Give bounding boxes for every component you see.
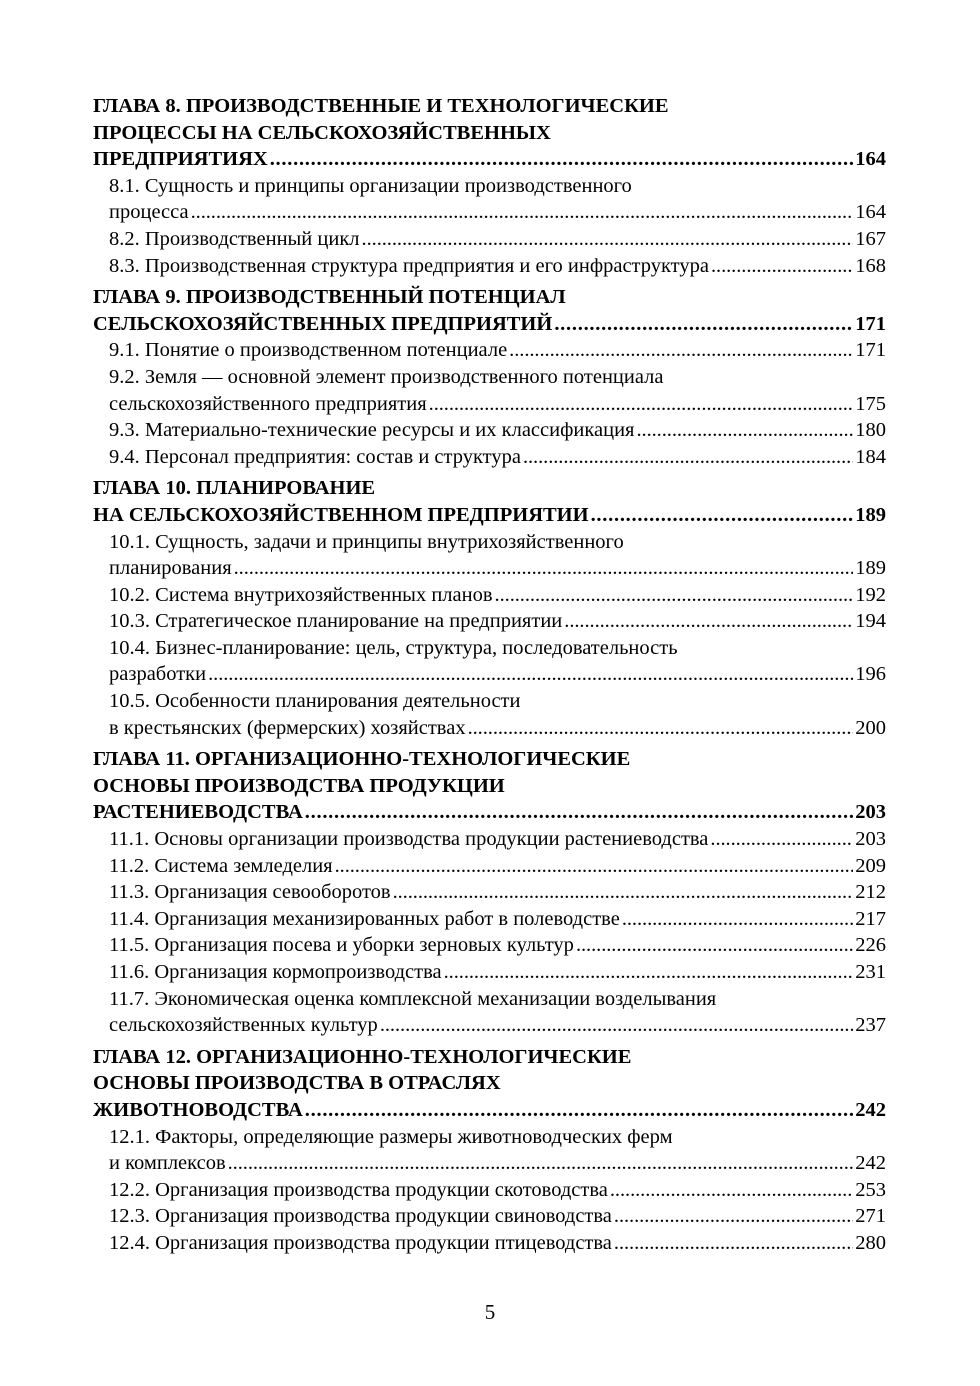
entry-line: 11.7. Экономическая оценка комплексной механизации возделывания — [109, 987, 717, 1010]
entry-line — [109, 337, 886, 364]
dot-leader — [442, 959, 854, 986]
chapter-title-line: ОСНОВЫ ПРОИЗВОДСТВА ПРОДУКЦИИ — [93, 774, 505, 797]
dot-leader — [378, 1012, 853, 1039]
entry-line — [109, 1012, 886, 1039]
toc-entry — [93, 879, 886, 906]
entry-line-text: 8.2. Производственный цикл — [109, 227, 360, 250]
toc-entry — [93, 226, 886, 253]
page-ref: 200 — [855, 716, 886, 739]
page-ref: 253 — [855, 1178, 886, 1201]
chapter-title-line: ОСНОВЫ ПРОИЗВОДСТВА В ОТРАСЛЯХ — [93, 1072, 501, 1095]
toc-chapter — [93, 746, 886, 1039]
page-ref: 164 — [855, 201, 886, 224]
dot-leader — [708, 826, 853, 853]
dot-leader — [608, 1177, 853, 1204]
toc-entry — [93, 688, 886, 741]
entry-line: 10.5. Особенности планирования деятельности — [109, 690, 521, 713]
toc-chapter — [93, 93, 886, 279]
entry-line — [109, 555, 886, 582]
page-ref: 203 — [855, 828, 886, 851]
entry-line — [109, 226, 886, 253]
dot-leader — [226, 1150, 854, 1177]
entry-line-text: сельскохозяйственных культур — [109, 1014, 378, 1037]
table-of-contents — [93, 93, 886, 1257]
dot-leader — [206, 661, 853, 688]
page-ref: 226 — [855, 934, 886, 957]
toc-entry — [93, 253, 886, 280]
entry-line — [109, 417, 886, 444]
dot-leader — [589, 502, 854, 529]
entry-line-text: 12.3. Организация производства продукции свиноводства — [109, 1205, 612, 1228]
entry-line — [109, 253, 886, 280]
page-ref: 192 — [855, 583, 886, 606]
entry-line-text: и комплексов — [109, 1152, 226, 1175]
chapter-title-line — [93, 799, 886, 826]
entry-line-text: 11.6. Организация кормопроизводства — [109, 961, 442, 983]
entry-line — [109, 906, 886, 933]
dot-leader — [493, 582, 854, 609]
dot-leader — [552, 311, 853, 338]
chapter-title-line: ПРОЦЕССЫ НА СЕЛЬСКОХОЗЯЙСТВЕННЫХ — [93, 121, 551, 144]
page-ref: 280 — [855, 1231, 886, 1254]
entry-line-text: 11.1. Основы организации производства продукции растениеводства — [109, 828, 709, 851]
dot-leader — [620, 906, 853, 933]
entry-line-text: планирования — [109, 557, 232, 580]
entry-line-text: 11.5. Организация посева и уборки зерновых культур — [109, 934, 574, 957]
toc-chapter — [93, 1044, 886, 1257]
dot-leader — [466, 715, 854, 742]
entry-line-text: 11.4. Организация механизированных работ в полеводстве — [109, 907, 620, 930]
chapter-title-line-text: НА СЕЛЬСКОХОЗЯЙСТВЕННОМ ПРЕДПРИЯТИИ — [93, 503, 589, 526]
toc-chapter — [93, 475, 886, 741]
page-ref: 194 — [855, 610, 886, 633]
entry-line-text: в крестьянских (фермерских) хозяйствах — [109, 716, 466, 739]
entry-line-text: 9.3. Материально-технические ресурсы и их классификация — [109, 419, 635, 442]
page-ref: 196 — [855, 663, 886, 686]
entry-line-text: 12.2. Организация производства продукции скотоводства — [109, 1178, 608, 1201]
dot-leader — [521, 444, 853, 471]
toc-entry — [93, 1230, 886, 1257]
entry-line-text: 9.4. Персонал предприятия: состав и структура — [109, 445, 521, 468]
dot-leader — [709, 253, 853, 280]
page-ref: 237 — [855, 1014, 886, 1037]
entry-line — [109, 1150, 886, 1177]
entry-line-text: 11.3. Организация севооборотов — [109, 881, 391, 904]
entry-line — [109, 1203, 886, 1230]
chapter-title-line-text: ПРЕДПРИЯТИЯХ — [93, 148, 268, 171]
page-ref: 180 — [855, 419, 886, 442]
chapter-title-line — [93, 1097, 886, 1124]
chapter-title-line — [93, 502, 886, 529]
toc-entry — [93, 417, 886, 444]
chapter-title-line: ГЛАВА 11. ОРГАНИЗАЦИОННО-ТЕХНОЛОГИЧЕСКИЕ — [93, 748, 631, 771]
toc-entry — [93, 1203, 886, 1230]
chapter-title-line-text: РАСТЕНИЕВОДСТВА — [93, 801, 303, 824]
toc-entry — [93, 1124, 886, 1177]
page-ref: 168 — [855, 254, 886, 277]
toc-entry — [93, 337, 886, 364]
chapter-title-line: ГЛАВА 9. ПРОИЗВОДСТВЕННЫЙ ПОТЕНЦИАЛ — [93, 286, 566, 309]
dot-leader — [612, 1203, 853, 1230]
page-ref: 164 — [855, 148, 886, 171]
entry-line: 10.4. Бизнес-планирование: цель, структура, последовательность — [109, 636, 678, 659]
toc-entry — [93, 1177, 886, 1204]
dot-leader — [634, 417, 853, 444]
dot-leader — [360, 226, 854, 253]
chapter-title-line: ГЛАВА 10. ПЛАНИРОВАНИЕ — [93, 477, 376, 500]
toc-entry — [93, 932, 886, 959]
entry-line-text: 12.4. Организация производства продукции птицеводства — [109, 1231, 612, 1254]
entry-line — [109, 391, 886, 418]
entry-line — [109, 1230, 886, 1257]
chapter-title-line: ГЛАВА 8. ПРОИЗВОДСТВЕННЫЕ И ТЕХНОЛОГИЧЕСКИЕ — [93, 95, 669, 117]
entry-line — [109, 608, 886, 635]
toc-entry — [93, 444, 886, 471]
entry-line: 9.2. Земля — основной элемент производственного потенциала — [109, 365, 664, 388]
entry-line-text: разработки — [109, 663, 207, 686]
page-ref: 212 — [855, 881, 886, 904]
chapter-title-line — [93, 146, 886, 173]
page-ref: 242 — [855, 1152, 886, 1175]
dot-leader — [427, 391, 854, 418]
page-ref: 189 — [855, 557, 886, 580]
dot-leader — [612, 1230, 853, 1257]
entry-line-text: 9.1. Понятие о производственном потенциале — [109, 339, 508, 362]
entry-line: 12.1. Факторы, определяющие размеры животноводческих ферм — [109, 1125, 673, 1148]
toc-entry — [93, 959, 886, 986]
toc-entry — [93, 173, 886, 226]
page-ref: 217 — [855, 907, 886, 930]
dot-leader — [268, 146, 854, 173]
entry-line: 10.1. Сущность, задачи и принципы внутрихозяйственного — [109, 530, 624, 553]
entry-line — [109, 959, 886, 986]
page-ref: 209 — [855, 854, 886, 877]
page-ref: 271 — [855, 1205, 886, 1228]
dot-leader — [507, 337, 853, 364]
entry-line — [109, 853, 886, 880]
page-ref: 171 — [855, 312, 886, 335]
entry-line — [109, 1177, 886, 1204]
toc-entry — [93, 986, 886, 1039]
dot-leader — [189, 199, 854, 226]
page-number: 5 — [484, 1300, 496, 1324]
entry-line — [109, 661, 886, 688]
page-ref: 171 — [855, 339, 886, 362]
toc-chapter — [93, 284, 886, 470]
page-ref: 242 — [855, 1098, 886, 1121]
entry-line-text: 10.2. Система внутрихозяйственных планов — [109, 583, 493, 606]
entry-line: 8.1. Сущность и принципы организации производственного — [109, 174, 632, 197]
toc-entry — [93, 853, 886, 880]
dot-leader — [391, 879, 854, 906]
entry-line — [109, 582, 886, 609]
chapter-title-line: ГЛАВА 12. ОРГАНИЗАЦИОННО-ТЕХНОЛОГИЧЕСКИЕ — [93, 1045, 632, 1068]
chapter-title-line-text: ЖИВОТНОВОДСТВА — [93, 1098, 303, 1121]
page-ref: 203 — [855, 801, 886, 824]
entry-line — [109, 826, 886, 853]
page-ref: 231 — [855, 961, 886, 983]
toc-entry — [93, 364, 886, 417]
entry-line-text: 10.3. Стратегическое планирование на предприятии — [109, 610, 563, 633]
dot-leader — [303, 1097, 853, 1124]
toc-entry — [93, 635, 886, 688]
entry-line-text: 8.3. Производственная структура предприятия и его инфраструктура — [109, 254, 709, 277]
page-ref: 184 — [855, 445, 886, 468]
entry-line — [109, 199, 886, 226]
entry-line — [109, 444, 886, 471]
toc-entry — [93, 608, 886, 635]
dot-leader — [562, 608, 853, 635]
entry-line-text: сельскохозяйственного предприятия — [109, 392, 427, 415]
page-ref: 175 — [855, 392, 886, 415]
chapter-title-line-text: СЕЛЬСКОХОЗЯЙСТВЕННЫХ ПРЕДПРИЯТИЙ — [93, 312, 553, 335]
dot-leader — [303, 799, 853, 826]
toc-entry — [93, 529, 886, 582]
page-ref: 189 — [855, 503, 886, 526]
page-ref: 167 — [855, 227, 886, 250]
chapter-title-line — [93, 311, 886, 338]
entry-line — [109, 715, 886, 742]
entry-line-text: 11.2. Система земледелия — [109, 854, 333, 877]
entry-line-text: процесса — [109, 201, 189, 224]
toc-entry — [93, 582, 886, 609]
entry-line — [109, 932, 886, 959]
toc-entry — [93, 906, 886, 933]
dot-leader — [232, 555, 854, 582]
dot-leader — [574, 932, 853, 959]
entry-line — [109, 879, 886, 906]
toc-entry — [93, 826, 886, 853]
dot-leader — [333, 853, 854, 880]
